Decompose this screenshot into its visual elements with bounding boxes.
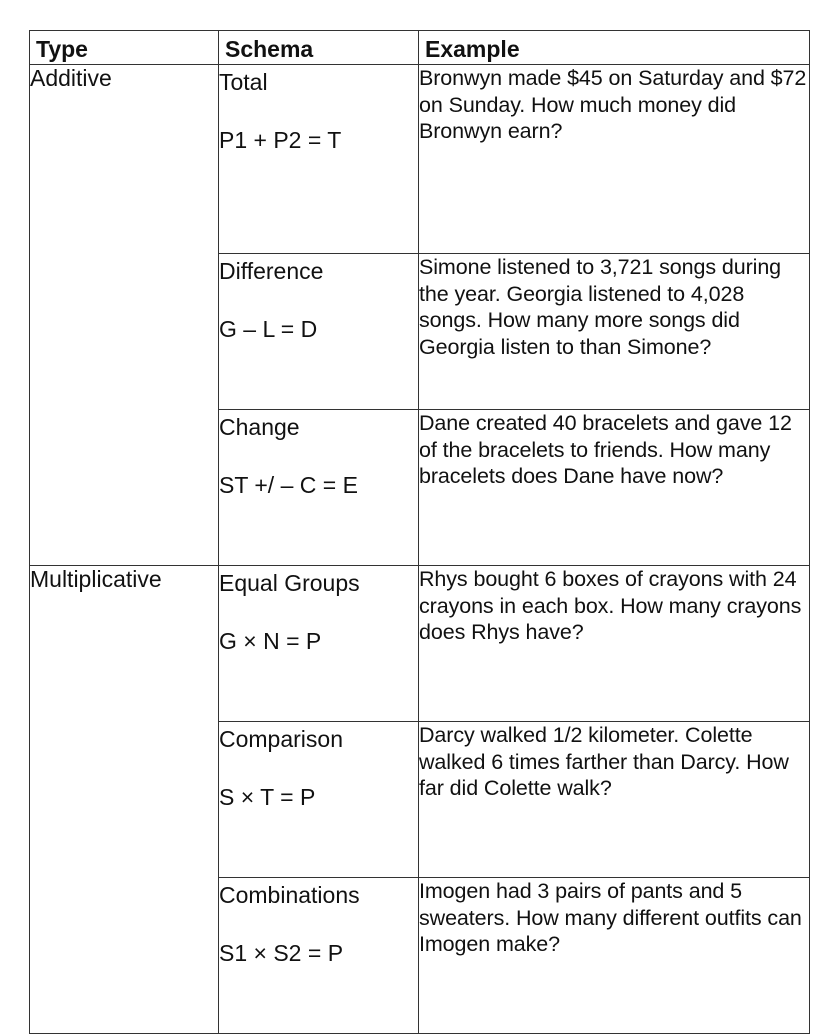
table-header-row — [30, 31, 810, 65]
schema-formula: ST +/ – C = E — [219, 472, 358, 498]
schema-cell — [219, 410, 419, 566]
example-cell: Darcy walked 1/2 kilometer. Colette walked 6 times farther than Darcy. How far did Colette walk? — [419, 722, 810, 878]
type-cell-multiplicative: Multiplicative — [30, 566, 219, 1034]
header-example: Example — [419, 31, 810, 65]
schema-table — [29, 30, 810, 1034]
table-row — [30, 65, 810, 254]
schema-name: Total — [219, 69, 268, 95]
schema-cell — [219, 65, 419, 254]
table-row — [30, 566, 810, 722]
example-cell: Simone listened to 3,721 songs during the year. Georgia listened to 4,028 songs. How many more songs did Georgia listen to than Simone? — [419, 254, 810, 410]
schema-name: Combinations — [219, 882, 360, 908]
schema-cell — [219, 254, 419, 410]
example-cell: Rhys bought 6 boxes of crayons with 24 crayons in each box. How many crayons does Rhys have? — [419, 566, 810, 722]
example-cell: Bronwyn made $45 on Saturday and $72 on Sunday. How much money did Bronwyn earn? — [419, 65, 810, 254]
schema-cell — [219, 566, 419, 722]
schema-name: Change — [219, 414, 300, 440]
header-type: Type — [30, 31, 219, 65]
header-schema: Schema — [219, 31, 419, 65]
schema-formula: G × N = P — [219, 628, 322, 654]
schema-formula: S1 × S2 = P — [219, 940, 344, 966]
schema-name: Difference — [219, 258, 324, 284]
schema-cell — [219, 878, 419, 1034]
type-cell-additive: Additive — [30, 65, 219, 566]
example-cell: Dane created 40 bracelets and gave 12 of the bracelets to friends. How many bracelets does Dane have now? — [419, 410, 810, 566]
schema-formula: S × T = P — [219, 784, 316, 810]
schema-name: Equal Groups — [219, 570, 360, 596]
example-cell: Imogen had 3 pairs of pants and 5 sweaters. How many different outfits can Imogen make? — [419, 878, 810, 1034]
schema-formula: G – L = D — [219, 316, 318, 342]
schema-name: Comparison — [219, 726, 343, 752]
schema-formula: P1 + P2 = T — [219, 127, 342, 153]
schema-cell — [219, 722, 419, 878]
